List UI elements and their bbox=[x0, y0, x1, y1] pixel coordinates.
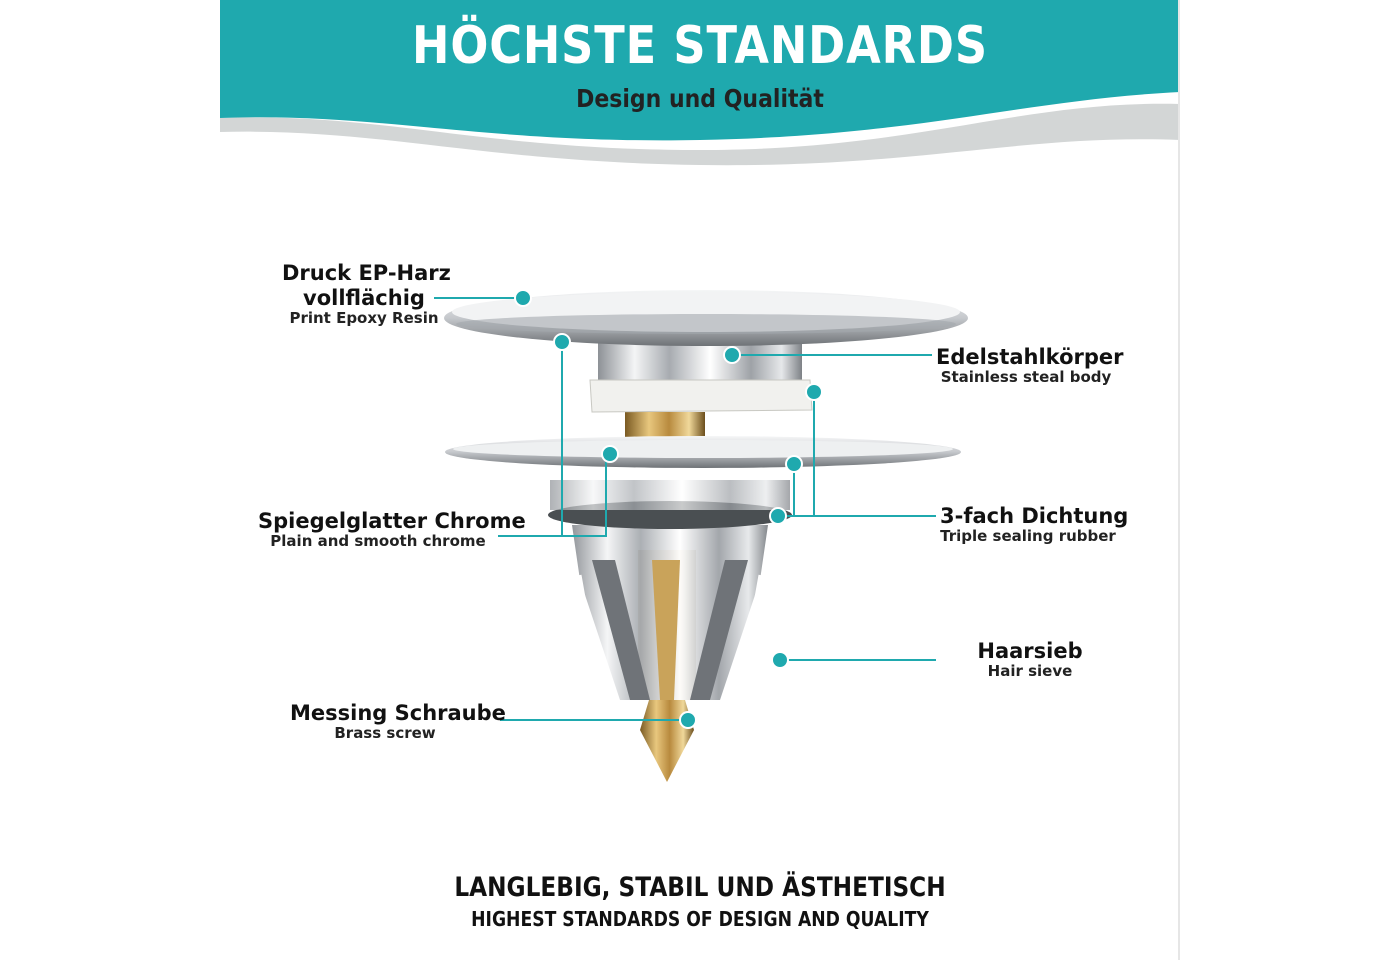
callout-dot-icon bbox=[806, 384, 822, 400]
callout-dot-icon bbox=[786, 456, 802, 472]
stainless-body bbox=[590, 335, 812, 412]
callout-brass-de: Messing Schraube bbox=[290, 701, 506, 725]
callout-epoxy-en: Print Epoxy Resin bbox=[289, 309, 439, 328]
callout-dot-icon bbox=[680, 712, 696, 728]
callout-epoxy-de-line1: Druck EP-Harz bbox=[282, 261, 451, 285]
callout-epoxy-de-line2: vollflächig bbox=[303, 286, 425, 311]
callout-sieve-en: Hair sieve bbox=[987, 662, 1073, 681]
callout-seal bbox=[940, 504, 1129, 546]
callout-sieve-de: Haarsieb bbox=[977, 639, 1083, 663]
callout-dot-icon bbox=[770, 508, 786, 524]
drain-plug-illustration bbox=[220, 0, 1180, 960]
footer-subheadline: HIGHEST STANDARDS OF DESIGN AND QUALITY bbox=[471, 907, 929, 931]
callout-body-en: Stainless steal body bbox=[940, 368, 1112, 387]
callout-sieve bbox=[960, 640, 1100, 680]
callout-chrome bbox=[258, 509, 526, 551]
hair-sieve bbox=[572, 525, 768, 700]
callout-chrome-en: Plain and smooth chrome bbox=[270, 532, 486, 551]
callout-dot-icon bbox=[515, 290, 531, 306]
callout-body bbox=[936, 345, 1124, 387]
callout-dot-icon bbox=[772, 652, 788, 668]
callout-brass-en: Brass screw bbox=[334, 724, 436, 743]
right-edge-divider bbox=[1178, 0, 1180, 960]
callout-dot-icon bbox=[602, 446, 618, 462]
footer-headline: LANGLEBIG, STABIL UND ÄSTHETISCH bbox=[454, 872, 946, 903]
callout-dot-icon bbox=[554, 334, 570, 350]
page-subtitle: Design und Qualität bbox=[576, 84, 824, 113]
callout-body-de: Edelstahlkörper bbox=[936, 345, 1124, 369]
page-title: HÖCHSTE STANDARDS bbox=[412, 16, 988, 76]
callout-dot-icon bbox=[724, 347, 740, 363]
infographic-canvas bbox=[220, 0, 1180, 960]
callout-chrome-de: Spiegelglatter Chrome bbox=[258, 509, 526, 533]
callout-epoxy bbox=[282, 261, 451, 328]
callout-seal-de: 3-fach Dichtung bbox=[940, 504, 1129, 528]
callout-seal-en: Triple sealing rubber bbox=[940, 527, 1116, 546]
callout-brass bbox=[290, 701, 506, 743]
